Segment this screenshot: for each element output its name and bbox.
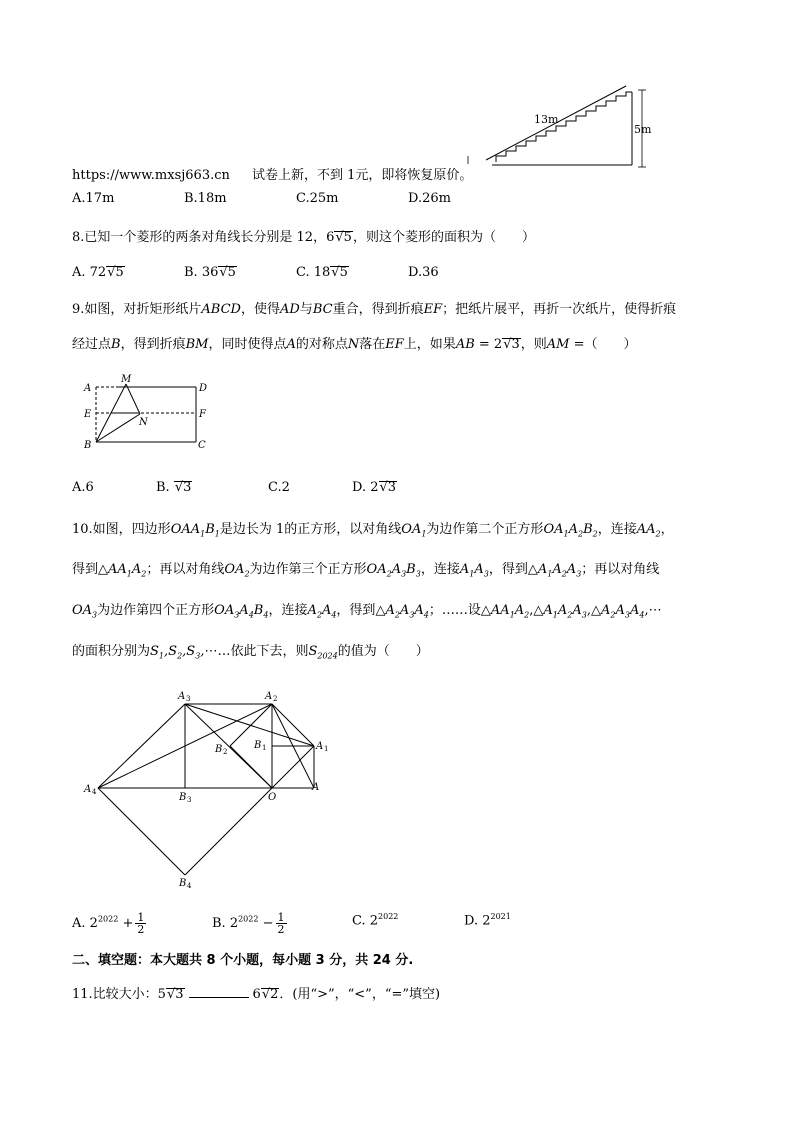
q10-option-c: C. $2^{2022}$ — [352, 912, 399, 929]
q9-option-a: A.6 — [72, 480, 94, 495]
q9-rectangle-figure — [78, 370, 218, 450]
url-line — [72, 164, 472, 183]
q10-option-d: D. $2^{2021}$ — [464, 912, 511, 929]
svg-text:B: B — [179, 878, 187, 889]
q11-answer-blank[interactable] — [189, 985, 249, 998]
label-5m: 5m — [634, 123, 652, 136]
q9-option-b: B. √3 — [156, 480, 192, 495]
label-13m: 13m — [534, 113, 559, 126]
svg-text:A: A — [316, 741, 324, 752]
svg-text:3: 3 — [187, 796, 192, 804]
q10-stem-line4: 的面积分别为$S_1,S_2,S_3,\cdots\dots$依此下去，则$S_{2024}$的值为（ ） — [72, 644, 429, 661]
q11-stem: 11.比较大小：5√3 6√2．(用“>”，“<”，“=”填空) — [72, 987, 441, 1002]
svg-text:B: B — [215, 744, 223, 755]
svg-text:E: E — [84, 409, 92, 420]
staircase-figure — [462, 80, 662, 170]
svg-text:M: M — [121, 374, 132, 385]
q9-stem-line1: 9.如图，对折矩形纸片ABCD，使得AD与BC重合，得到折痕EF；把纸片展平，再折一次纸片，使得折痕 — [72, 302, 677, 317]
svg-text:A: A — [84, 383, 92, 394]
q10-stem-line1: 10.如图，四边形$OAA_1B_1$是边长为 1的正方形，以对角线$OA_1$为边作第二个正方形$OA_1A_2B_2$，连接$AA_2$， — [72, 522, 674, 539]
svg-text:F: F — [199, 409, 206, 420]
svg-text:N: N — [139, 417, 148, 428]
q9-option-c: C.2 — [268, 480, 290, 495]
q7-option-d: D.26m — [408, 191, 451, 206]
svg-text:B: B — [179, 792, 187, 803]
q8-option-d: D.36 — [408, 265, 439, 280]
q7-option-b: B.18m — [184, 191, 227, 206]
sqrt-5: √5 — [335, 230, 352, 245]
q10-stem-line2: 得到$\triangle AA_1A_2$；再以对角线$OA_2$为边作第三个正方形$OA_2A_3B_3$，连接$A_1A_3$，得到$\triangle A_1A_2A_3$；再以对角线 — [72, 562, 660, 579]
svg-text:A: A — [312, 782, 320, 793]
q10-squares-figure — [80, 684, 330, 889]
svg-text:1: 1 — [262, 744, 267, 752]
q8-option-b: B. 36√5 — [184, 265, 236, 280]
svg-text:A: A — [84, 784, 92, 795]
svg-text:B: B — [254, 740, 262, 751]
svg-text:D: D — [199, 383, 208, 394]
svg-text:2: 2 — [223, 748, 228, 756]
q8-stem: 8.已知一个菱形的两条对角线长分别是 12，6√5，则这个菱形的面积为（ ） — [72, 230, 535, 245]
q7-option-a: A.17m — [72, 191, 115, 206]
q9-option-d: D. 2√3 — [352, 480, 397, 495]
svg-text:2: 2 — [273, 695, 278, 703]
svg-text:4: 4 — [187, 882, 192, 889]
q10-option-a: A. $2^{2022}$ + $\frac{1}{2}$ — [72, 911, 145, 936]
q8-option-c: C. 18√5 — [296, 265, 348, 280]
q7-option-c: C.25m — [296, 191, 339, 206]
site-url[interactable]: https://www.mxsj663.cn — [72, 168, 230, 183]
svg-text:3: 3 — [186, 695, 191, 703]
svg-text:4: 4 — [92, 788, 97, 796]
q9-stem-line2: 经过点B，得到折痕BM，同时使得点A的对称点N落在EF上，如果AB = 2√3，则AM =（ ） — [72, 337, 637, 352]
notice-text: 试卷上新，不到 1元，即将恢复原价。 — [252, 168, 473, 183]
svg-text:O: O — [268, 792, 277, 803]
svg-text:C: C — [198, 440, 206, 450]
section-2-heading: 二、填空题：本大题共 8 个小题，每小题 3 分，共 24 分. — [72, 953, 414, 968]
q10-stem-line3: $OA_3$为边作第四个正方形$OA_3A_4B_4$，连接$A_2A_4$，得到$\triangle A_2A_3A_4$；……设$\triangle AA_1A_2,\triangle A_1A_2A_3,\triangle A_2A_3A_4,\cdots$ — [72, 603, 662, 620]
svg-text:1: 1 — [324, 745, 329, 753]
q8-option-a: A. 72√5 — [72, 265, 124, 280]
q10-option-b: B. $2^{2022}$ − $\frac{1}{2}$ — [212, 911, 285, 936]
svg-text:A: A — [178, 691, 186, 702]
svg-text:B: B — [84, 440, 92, 450]
svg-text:A: A — [265, 691, 273, 702]
